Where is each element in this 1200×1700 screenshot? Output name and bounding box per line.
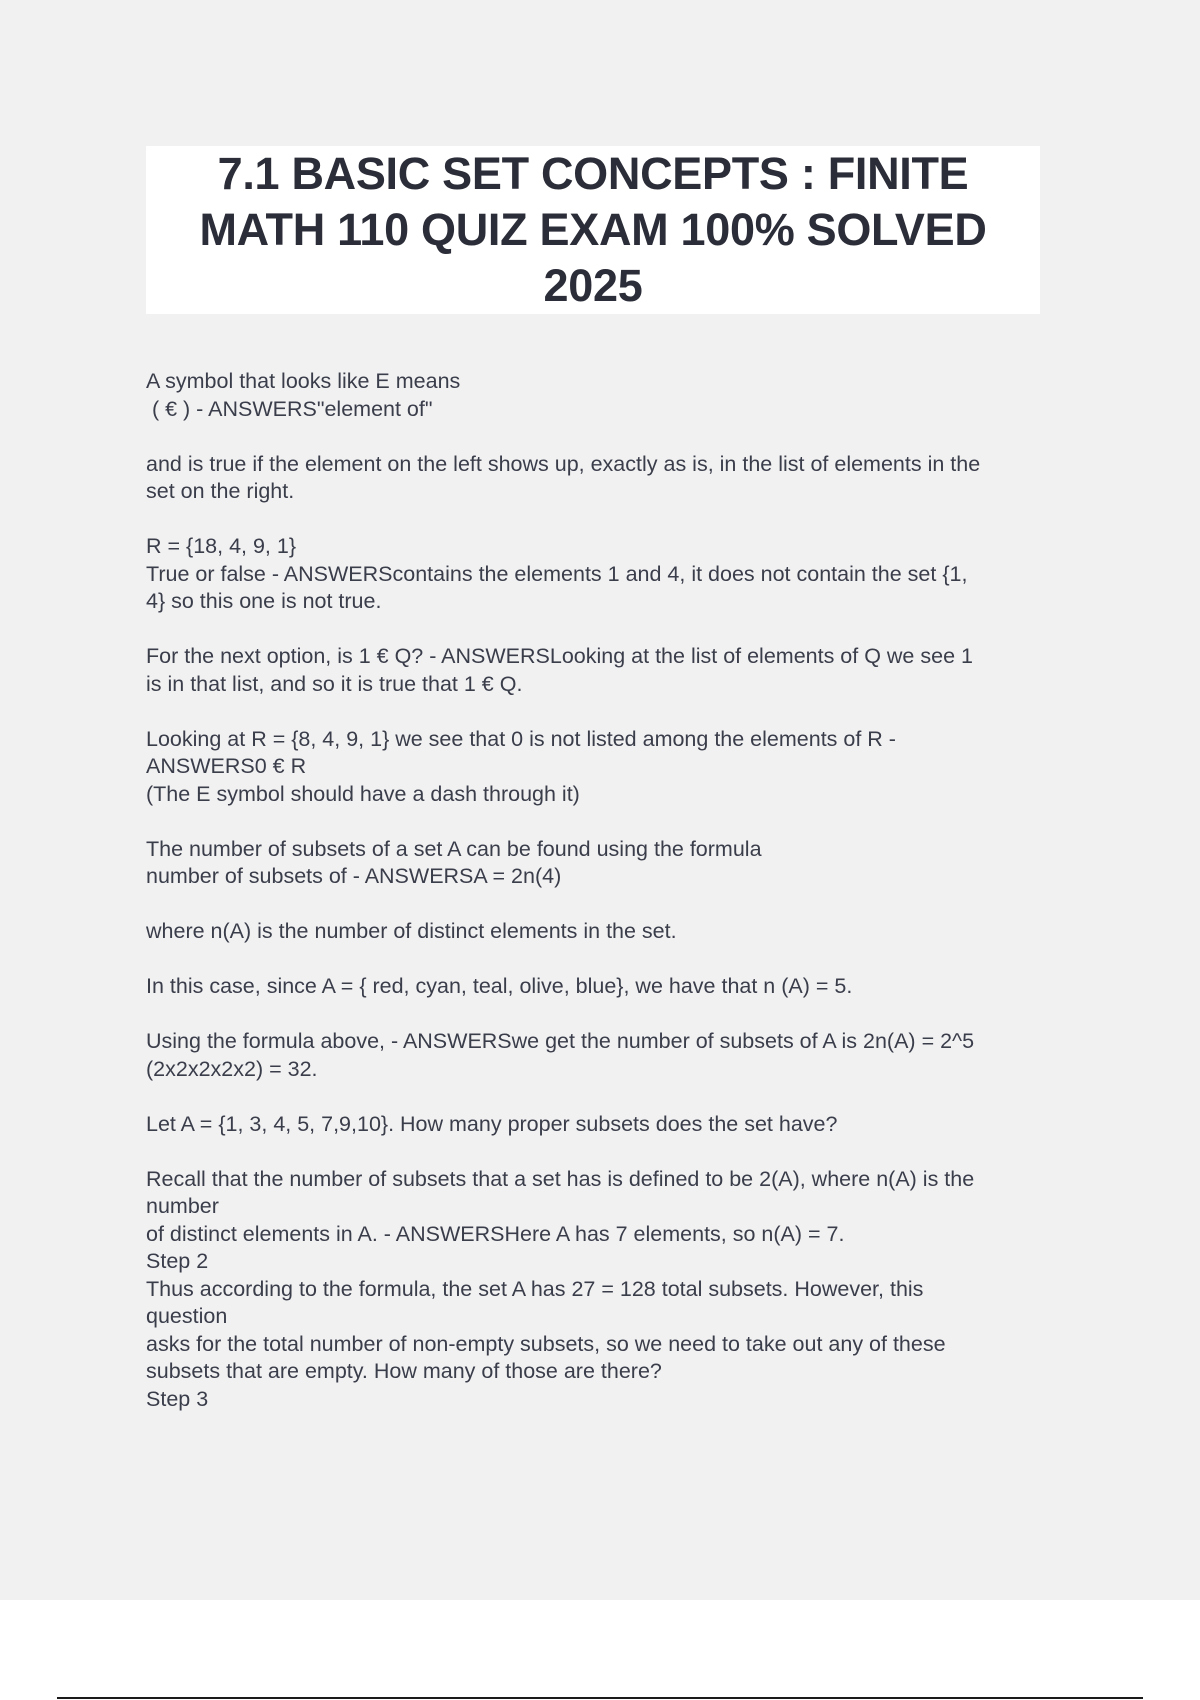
paragraph-colors-set xyxy=(146,973,1086,1001)
paragraph-steps xyxy=(146,1166,1086,1414)
document-body xyxy=(146,368,1086,1441)
paragraph-subsets-formula xyxy=(146,836,1086,891)
text-line: Step 3 xyxy=(146,1386,209,1411)
footer-divider xyxy=(57,1697,1143,1699)
text-line: Recall that the number of subsets that a set has is defined to be 2(A), where n(A) is the xyxy=(146,1166,975,1191)
title-line: 7.1 BASIC SET CONCEPTS : FINITE xyxy=(217,148,969,199)
text-line: of distinct elements in A. - ANSWERSHere A has 7 elements, so n(A) = 7. xyxy=(146,1221,845,1246)
text-line: number of subsets of - ANSWERSA = 2n(4) xyxy=(146,864,562,888)
text-line: ( € ) - ANSWERS"element of" xyxy=(146,396,433,421)
text-line: and is true if the element on the left shows up, exactly as is, in the list of elements in the xyxy=(146,451,981,476)
paragraph-formula-result xyxy=(146,1028,1086,1083)
paragraph-element-of xyxy=(146,368,1086,423)
text-line: True or false - ANSWERScontains the elements 1 and 4, it does not contain the set {1, xyxy=(146,561,968,586)
text-line: number xyxy=(146,1194,219,1218)
text-line: In this case, since A = { red, cyan, teal, olive, blue}, we have that n (A) = 5. xyxy=(146,974,853,998)
text-line: asks for the total number of non-empty subsets, so we need to take out any of these xyxy=(146,1331,946,1356)
title-box xyxy=(146,146,1040,314)
text-line: (The E symbol should have a dash through it) xyxy=(146,781,580,806)
text-line: R = {18, 4, 9, 1} xyxy=(146,534,297,558)
title-line: 2025 xyxy=(543,260,643,311)
text-line: 4} so this one is not true. xyxy=(146,589,382,613)
text-line: set on the right. xyxy=(146,479,295,503)
text-line: subsets that are empty. How many of those are there? xyxy=(146,1359,662,1383)
text-line: The number of subsets of a set A can be found using the formula xyxy=(146,836,762,861)
text-line: Step 2 xyxy=(146,1249,209,1273)
title-line: MATH 110 QUIZ EXAM 100% SOLVED xyxy=(199,204,987,255)
paragraph-element-definition xyxy=(146,451,1086,506)
paragraph-n-of-a xyxy=(146,918,1086,946)
text-line: A symbol that looks like E means xyxy=(146,369,461,393)
text-line: is in that list, and so it is true that 1 € Q. xyxy=(146,671,523,696)
text-line: Using the formula above, - ANSWERSwe get the number of subsets of A is 2n(A) = 2^5 xyxy=(146,1029,975,1053)
document-title xyxy=(199,146,986,314)
text-line: where n(A) is the number of distinct elements in the set. xyxy=(146,919,677,943)
text-line: (2x2x2x2x2) = 32. xyxy=(146,1056,318,1081)
text-line: question xyxy=(146,1304,228,1328)
text-line: Let A = {1, 3, 4, 5, 7,9,10}. How many proper subsets does the set have? xyxy=(146,1111,838,1136)
text-line: For the next option, is 1 € Q? - ANSWERSLooking at the list of elements of Q we see 1 xyxy=(146,644,973,668)
text-line: Looking at R = {8, 4, 9, 1} we see that 0 is not listed among the elements of R - xyxy=(146,726,896,751)
paragraph-one-in-q xyxy=(146,643,1086,698)
paragraph-set-r-true-false xyxy=(146,533,1086,616)
paragraph-zero-not-in-r xyxy=(146,726,1086,809)
text-line: ANSWERS0 € R xyxy=(146,754,307,778)
text-line: Thus according to the formula, the set A has 27 = 128 total subsets. However, this xyxy=(146,1276,924,1301)
paragraph-proper-subsets-question xyxy=(146,1111,1086,1139)
